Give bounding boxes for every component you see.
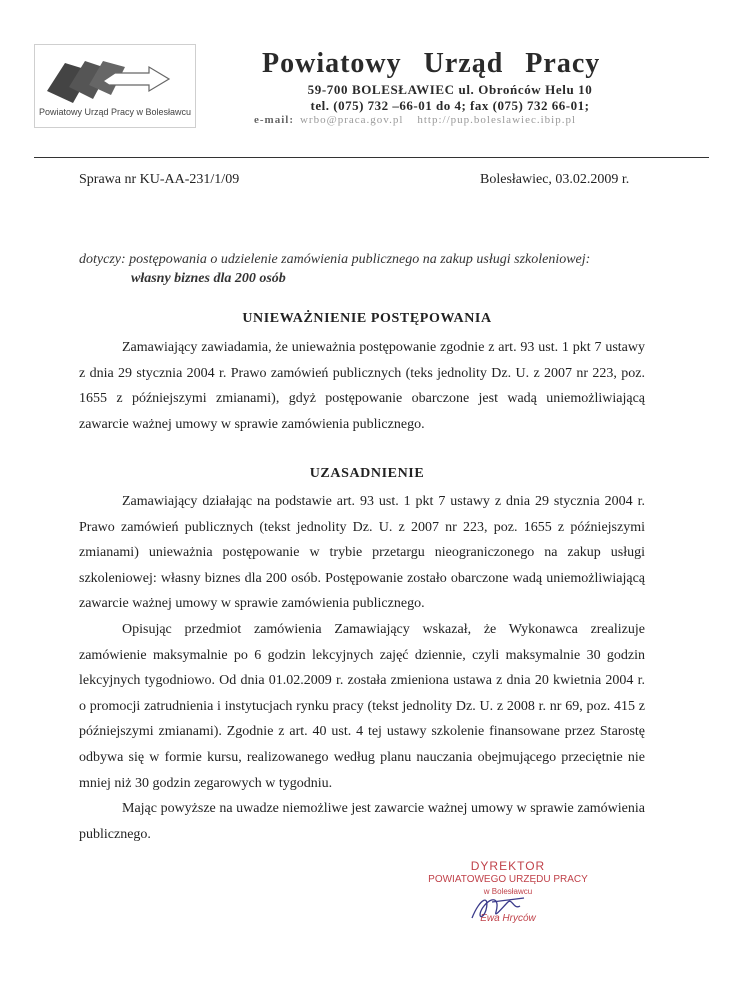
heading-justification: UZASADNIENIE: [309, 466, 425, 481]
case-number: Sprawa nr KU-AA-231/1/09: [79, 172, 240, 187]
subject-line: [79, 250, 679, 288]
paragraph-justification-1: Zamawiający działając na podstawie art. 93 ust. 1 pkt 7 ustawy z dnia 29 stycznia 2004 r. Prawo zamówień publicznych (tekst jednolity Dz. U. z 2007 nr 223, poz. 1655 z późniejszymi zmianami) unieważnia postępowanie w trybie przetargu nieograniczonego na zakup usługi szkoleniowej: własny biznes dla 200 osób. Postępowanie zostało obarczone wadą uniemożliwiającą zawarcie ważnej umowy w sprawie zamówienia publicznego.: [79, 494, 645, 612]
email-label: e-mail:: [254, 114, 294, 126]
organization-phone: tel. (075) 732 –66-01 do 4; fax (075) 732 66-01;: [310, 98, 590, 113]
stamp-signatory: Ewa Hryców: [480, 913, 536, 924]
logo-graphic-icon: [45, 55, 187, 113]
logo-caption: Powiatowy Urząd Pracy w Bolesławcu: [38, 107, 192, 117]
paragraph-conclusion: Mając powyższe na uwadze niemożliwe jest zawarcie ważnej umowy w sprawie zamówienia publicznego.: [79, 801, 645, 842]
email-address[interactable]: wrbo@praca.gov.pl: [299, 114, 404, 126]
organization-address: 59-700 BOLESŁAWIEC ul. Obrońców Helu 10: [307, 82, 593, 97]
subject-detail: własny biznes dla 200 osób: [131, 271, 286, 286]
website-url[interactable]: http://pup.boleslawiec.ibip.pl: [417, 114, 576, 126]
handwritten-signature: [462, 888, 532, 928]
stamp-organization: POWIATOWEGO URZĘDU PRACY: [428, 874, 588, 885]
paragraph-annulment: Zamawiający zawiadamia, że unieważnia postępowanie zgodnie z art. 93 ust. 1 pkt 7 ustawy z dnia 29 stycznia 2004 r. Prawo zamówień publicznych (teks jednolity Dz. U. z 2007 nr 223, poz. 1655 z późniejszymi zmianami), gdyż postępowanie obarczone jest wadą uniemożliwiającą zawarcie ważnej umowy w sprawie zamówienia publicznego.: [79, 340, 645, 432]
header-divider: [34, 157, 709, 158]
organization-contact: [254, 114, 576, 126]
heading-annulment: UNIEWAŻNIENIE POSTĘPOWANIA: [242, 311, 492, 326]
stamp-title: DYREKTOR: [470, 859, 546, 873]
organization-logo: [34, 44, 196, 128]
stamp-city: w Bolesławcu: [483, 887, 533, 896]
paragraph-justification-2: Opisując przedmiot zamówienia Zamawiający wskazał, że Wykonawca zrealizuje zamówienie maksymalnie po 6 godzin lekcyjnych zajęć dziennie, czyli maksymalnie 30 godzin lekcyjnych tygodniowo. Od dnia 01.02.2009 r. została zmieniona ustawa z dnia 20 kwietnia 2004 r. o promocji zatrudnienia i instytucjach rynku pracy (tekst jednolity Dz. U. z 2008 r. nr 69, poz. 415 z późniejszymi zmianami). Zgodnie z art. 40 ust. 4 tej ustawy szkolenie finansowane przez Starostę odbywa się w formie kursu, realizowanego według planu nauczania obejmującego przeciętnie nie mniej niż 30 godzin zegarowych w tygodniu.: [79, 622, 645, 791]
subject-text: dotyczy: postępowania o udzielenie zamówienia publicznego na zakup usługi szkoleniowej:: [79, 252, 591, 267]
place-date: Bolesławiec, 03.02.2009 r.: [480, 172, 630, 187]
organization-name: Powiatowy Urząd Pracy: [262, 48, 601, 79]
